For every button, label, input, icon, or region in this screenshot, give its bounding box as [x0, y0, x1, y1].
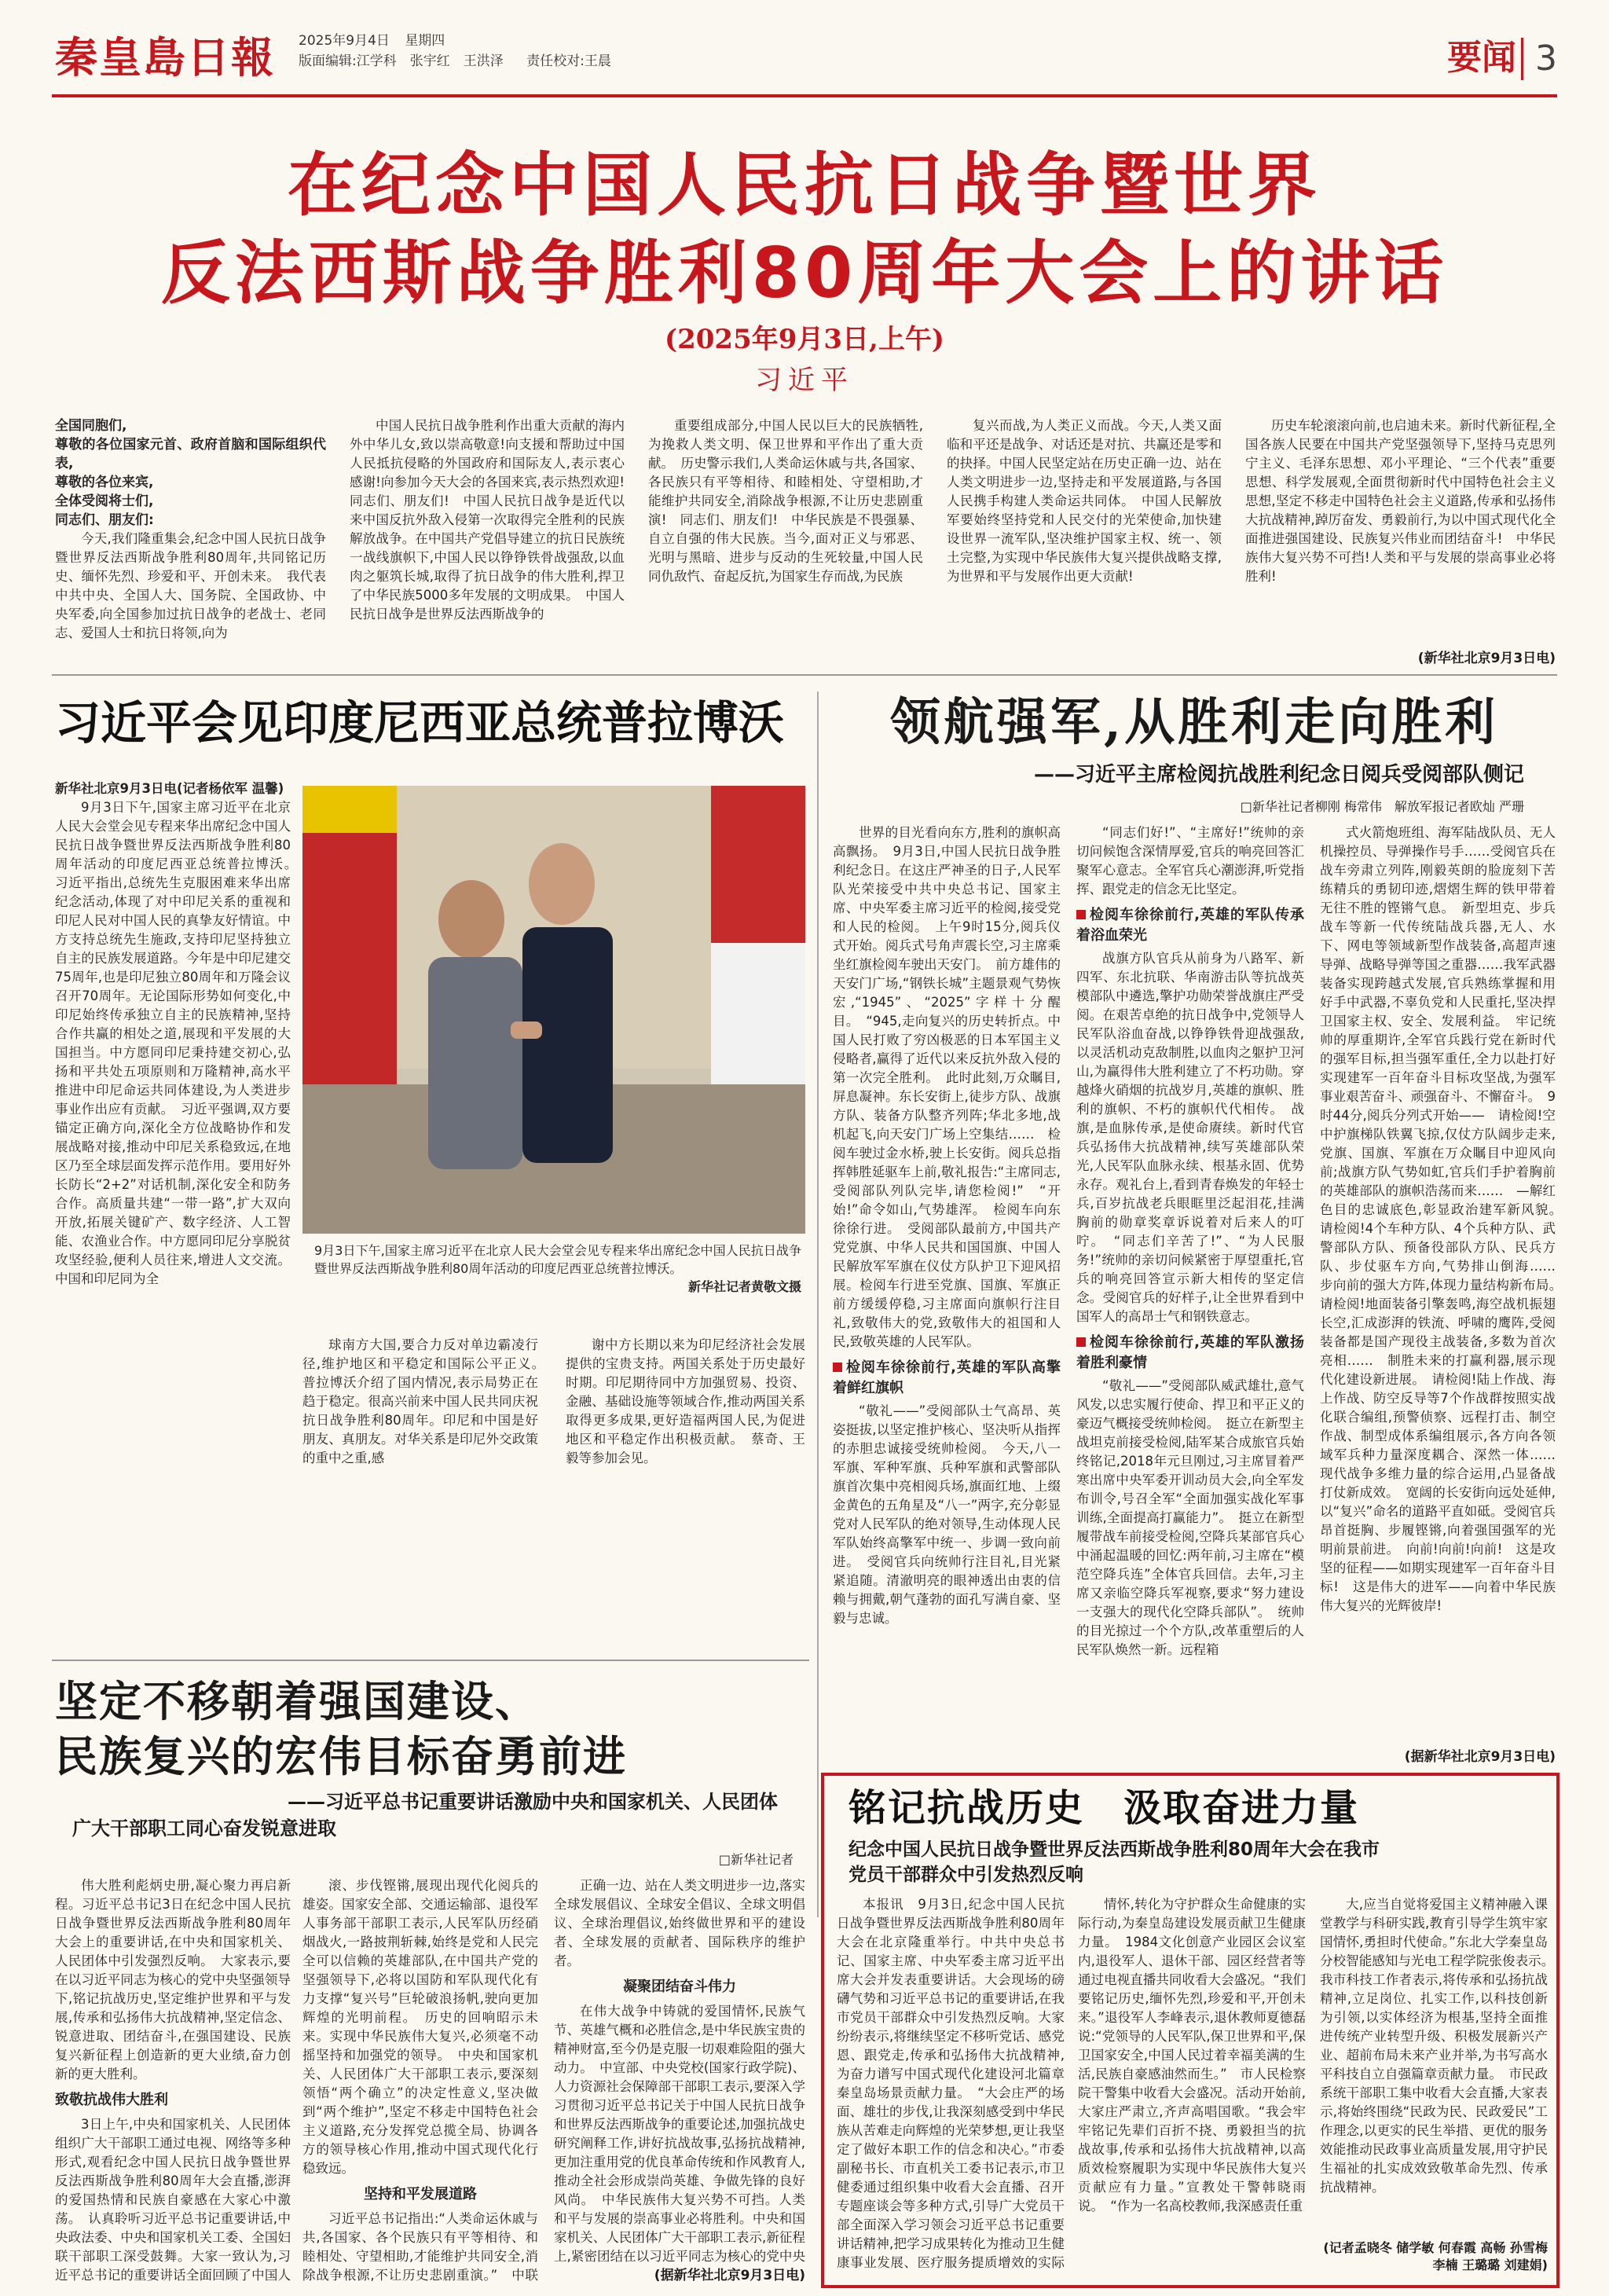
subhead-text: 检阅车徐徐前行,英雄的军队高擎着鲜红旗帜	[833, 1359, 1061, 1396]
local-headline: 铭记抗战历史 汲取奋进力量	[848, 1786, 1360, 1830]
meeting-photo	[302, 786, 805, 1234]
photo-caption	[314, 1242, 801, 1296]
local-subtitle-line2: 党员干部群众中引发热烈反响	[848, 1865, 1083, 1885]
salutation: 同志们、朋友们:	[55, 512, 154, 528]
local-column-1	[837, 1895, 1065, 2274]
salutation: 尊敬的各位国家元首、政府首脑和国际组织代表,	[55, 437, 326, 471]
speech-paragraph: 在伟大战争中铸就的爱国情怀,民族气节、英雄气概和必胜信念,是中华民族宝贵的精神财富,至今仍是克服一切艰难险阻的强大动力。 中宣部、中央党校(国家行政学院)、人力资源社会保障部干部职工表示,要深入学习贯彻习近平总书记关于中国人民抗日战争和世界反法西斯战争的重要论述,加强抗战史研究阐释工作,讲好抗战故事,弘扬抗战精神,更加注重用党的优良革命传统和作风教育人,推动全社会形成崇尚英雄、争做先锋的良好风尚。 中华民族伟大复兴势不可挡。人类和平与发展的崇高事业必将胜利。中央和国家机关、人民团体广大干部职工表示,新征程上,紧密团结在以习近平同志为核心的党中央	[554, 2004, 805, 2264]
meeting-headline: 习近平会见印度尼西亚总统普拉博沃	[55, 696, 785, 750]
salutation: 全国同胞们,	[55, 418, 127, 434]
subhead-text: 检阅车徐徐前行,英雄的军队传承着浴血荣光	[1076, 907, 1304, 944]
speech-subtitle-line1: ——习近平总书记重要讲话激励中央和国家机关、人民团体	[288, 1791, 778, 1813]
parade-paragraph: 世界的目光看向东方,胜利的旗帜高高飘扬。 9月3日,中国人民抗日战争胜利纪念日。在这庄严神圣的日子,人民军队光荣接受中共中央总书记、国家主席、中央军委主席习近平的检阅,接受党和人民的检阅。 上午9时15分,阅兵仪式开始。阅兵式号角声震长空,习主席乘坐红旗检阅车驶出天安门。 前方雄伟的天安门广场,“钢铁长城”主题景观气势恢宏,“1945”、“2025”字样十分醒目。 “945,走向复兴的历史转折点。中国人民打败了穷凶极恶的日本军国主义侵略者,赢得了近代以来反抗外敌入侵的第一次完全胜利。 此时此刻,万众瞩目,屏息凝神。东长安街上,徒步方队、战旗方队、装备方队整齐列阵;华北多地,战机起飞,向天安门广场上空集结…… 检阅车驶过金水桥,驶上长安街。阅兵总指挥韩胜延驱车上前,敬礼报告:“主席同志,受阅部队列队完毕,请您检阅!” “开始!”命令如山,气势雄浑。 检阅车向东徐徐行进。 受阅部队最前方,中国共产党党旗、中华人民共和国国旗、中国人民解放军军旗在仪仗方队护卫下迎风招展。检阅车行进至党旗、国旗、军旗正前方缓缓停稳,习主席面向旗帜行注目礼,致敬伟大的党,致敬伟大的祖国和人民,致敬英雄的人民军队。	[833, 825, 1061, 1349]
square-bullet-icon	[1076, 910, 1086, 919]
speech-column-1	[55, 1876, 291, 2285]
section-divider	[52, 1660, 809, 1661]
subhead-text: 检阅车徐徐前行,英雄的军队激扬着胜利豪情	[1076, 1334, 1304, 1371]
meeting-column-2	[302, 1336, 538, 1649]
speech-paragraph: 正确一边、站在人类文明进步一边,落实全球发展倡议、全球安全倡议、全球文明倡议、全球治理倡议,始终做世界和平的建设者、全球发展的贡献者、国际秩序的维护者。	[554, 1878, 805, 1968]
local-column-2	[1078, 1895, 1306, 2274]
local-paragraph: 大,应当自觉将爱国主义精神融入课堂教学与科研实践,教育引导学生筑牢家国情怀,勇担时代使命。”东北大学秦皇岛分校智能感知与光电工程学院张俊表示。 我市科技工作者表示,将传承和弘扬抗战精神,立足岗位、扎实工作,以科技创新为引领,以实体经济为根基,坚持全面推进传统产业转型升级、积极发展新兴产业、超前布局未来产业并举,为书写高水平科技自立自强篇章贡献力量。 市民政系统干部职工集中收看大会直播,大家表示,将始终围绕“民政为民、民政爱民”工作理念,以更实的民生举措、更优的服务效能推动民政事业高质量发展,用守护民生福祉的扎实成效致敬革命先烈、传承抗战精神。	[1320, 1897, 1548, 2195]
local-paragraph: 情怀,转化为守护群众生命健康的实际行动,为秦皇岛建设发展贡献卫生健康力量。 1984文化创意产业园区会议室内,退役军人、退休干部、园区经营者等通过电视直播共同收看大会盛况。“我们要铭记历史,缅怀先烈,珍爱和平,开创未来。”退役军人李峰表示,退休教师夏德磊说:“党领导的人民军队,保卫世界和平,保卫国家安全,中国人民过着幸福美满的生活,民族自豪感油然而生。” 市人民检察院干警集中收看大会盛况。活动开始前,大家庄严肃立,齐声高唱国歌。“我会牢牢铭记先辈们百折不挠、勇毅担当的抗战故事,传承和弘扬伟大抗战精神,以高质效检察履职为实现中华民族伟大复兴贡献应有力量。”宣教处干警韩晓雨说。 “作为一名高校教师,我深感责任重	[1078, 1897, 1306, 2213]
speech-paragraph: 3日上午,中央和国家机关、人民团体组织广大干部职工通过电视、网络等多种形式,观看纪念中国人民抗日战争暨世界反法西斯战争胜利80周年大会直播,澎湃的爱国热情和民族自豪感在大家心中激荡。 认真聆听习近平总书记重要讲话,中央政法委、中央和国家机关工委、全国妇联干部职工深受鼓舞。大家一致认为,习近平总书记的重要讲话全面回顾了中国人	[55, 2117, 291, 2283]
parade-subtitle: ——习近平主席检阅抗战胜利纪念日阅兵受阅部队侧记	[1033, 763, 1524, 787]
parade-credit: (据新华社北京9月3日电)	[1404, 1749, 1556, 1765]
lead-paragraph: 重要组成部分,中国人民以巨大的民族牺牲,为挽救人类文明、保卫世界和平作出了重大贡献。 历史警示我们,人类命运休戚与共,各国家、各民族只有平等相待、和睦相处、守望相助,才能维护共同安全,消除战争根源,不让历史悲剧重演! 同志们、朋友们! 中华民族是不畏强暴、自立自强的伟大民族。当今,面对正义与邪恶、光明与黑暗、进步与反动的生死较量,中国人民同仇敌忾、奋起反抗,为国家生存而战,为民族	[648, 418, 923, 584]
lead-paragraph: 中国人民抗日战争胜利作出重大贡献的海内外中华儿女,致以崇高敬意!向支援和帮助过中国人民抵抗侵略的外国政府和国际友人,表示衷心感谢!向参加今天大会的各国来宾,表示热烈欢迎! 同志们、朋友们! 中国人民抗日战争是近代以来中国反抗外敌入侵第一次取得完全胜利的民族解放战争。在中国共产党倡导建立的抗日民族统一战线旗帜下,中国人民以铮铮铁骨战强敌,以血肉之躯筑长城,取得了抗日战争的伟大胜利,捍卫了中华民族5000多年发展的文明成果。 中国人民抗日战争是世界反法西斯战争的	[350, 418, 625, 622]
salutation: 全体受阅将士们,	[55, 493, 154, 509]
meeting-paragraph: 9月3日下午,国家主席习近平在北京人民大会堂会见专程来华出席纪念中国人民抗日战争暨世界反法西斯战争胜利80周年活动的印度尼西亚总统普拉博沃。 习近平指出,总统先生克服困难来华出席纪念活动,体现了对中印尼关系的重视和印尼人民对中国人民的真挚友好情谊。中方支持总统先生施政,支持印尼坚持独立自主的民族发展道路。今年是中印尼建交75周年,也是印尼独立80周年和万隆会议召开70周年。无论国际形势如何变化,中印尼始终传承独立自主的民族精神,坚持合作共赢的相处之道,展现和平发展的大国担当。中方愿同印尼秉持建交初心,弘扬和平共处五项原则和万隆精神,高水平推进中印尼命运共同体建设,为人类进步事业作出应有贡献。 习近平强调,双方要锚定正确方向,深化全方位战略协作和发展战略对接,推动中印尼关系稳致远,在地区乃至全球层面发挥示范作用。要用好外长防长“2+2”对话机制,深化安全和防务合作。高质量共建“一带一路”,扩大双向开放,拓展关键矿产、数字经济、人工智能、农渔业合作。中方愿同印尼分享脱贫攻坚经验,便利人员往来,增进人文交流。中国和印尼同为全	[55, 800, 291, 1286]
meeting-column-1	[55, 779, 291, 1649]
local-subtitle-line1: 纪念中国人民抗日战争暨世界反法西斯战争胜利80周年大会在我市	[848, 1839, 1380, 1860]
lead-paragraph: 复兴而战,为人类正义而战。今天,人类又面临和平还是战争、对话还是对抗、共赢还是零和的抉择。中国人民坚定站在历史正确一边、站在人类文明进步一边,坚持走和平发展道路,与各国人民携手构建人类命运共同体。 中国人民解放军要始终坚持党和人民交付的光荣使命,加快建设世界一流军队,坚决维护国家主权、统一、领土完整,为实现中华民族伟大复兴提供战略支撑,为世界和平与发展作出更大贡献!	[947, 418, 1222, 584]
speech-headline-line2: 民族复兴的宏伟目标奋勇前进	[55, 1731, 627, 1781]
local-column-3	[1320, 1895, 1548, 2238]
local-paragraph: 本报讯 9月3日,纪念中国人民抗日战争暨世界反法西斯战争胜利80周年大会在北京隆重举行。中共中央总书记、国家主席、中央军委主席习近平出席大会并发表重要讲话。大会现场的磅礴气势和习近平总书记的重要讲话,在我市党员干部群众中引发热烈反响。大家纷纷表示,将继续坚定不移听党话、感党恩、跟党走,传承和弘扬伟大抗战精神,为奋力谱写中国式现代化建设河北篇章秦皇岛场景贡献力量。 “大会庄严的场面、雄壮的步伐,让我深刻感受到中华民族从苦难走向辉煌的光荣梦想,更让我坚定了做好本职工作的信念和决心。”市委副秘书长、市直机关工委书记表示,市卫健委通过组织集中收看大会直播、召开专题座谈会等多种方式,引导广大党员干部全面深入学习领会习近平总书记重要讲话精神,把学习成果转化为推动卫生健康事业发展、医疗服务提质增效的实际	[837, 1897, 1065, 2270]
lead-credit: (新华社北京9月3日电)	[1417, 651, 1556, 666]
parade-column-2	[1076, 823, 1304, 1766]
lead-column-4	[947, 416, 1222, 668]
speech-headline-line1: 坚定不移朝着强国建设、	[55, 1676, 539, 1726]
lead-column-1	[55, 416, 326, 668]
photo-credit: 新华社记者黄敬文摄	[687, 1279, 801, 1294]
parade-subhead-3	[1076, 1333, 1304, 1374]
speech-subtitle	[55, 1788, 809, 1842]
newspaper-logo: 秦皇島日報	[55, 32, 275, 83]
page-number: 3	[1521, 38, 1557, 80]
speech-subhead-1: 致敬抗战伟大胜利	[55, 2092, 168, 2108]
square-bullet-icon	[833, 1363, 842, 1372]
photo-illustration	[302, 786, 805, 1234]
speech-subhead-3: 凝聚团结奋斗伟力	[623, 1979, 736, 1995]
proofreader: 责任校对:王晨	[526, 53, 611, 69]
parade-column-1	[833, 823, 1061, 1766]
lead-column-3	[648, 416, 923, 668]
square-bullet-icon	[1076, 1337, 1086, 1347]
lead-paragraph: 今天,我们隆重集会,纪念中国人民抗日战争暨世界反法西斯战争胜利80周年,共同铭记历史、缅怀先烈、珍爱和平、开创未来。 我代表中共中央、全国人大、国务院、全国政协、中央军委,向全国参加过抗日战争的老战士、老同志、爱国人士和抗日将领,向为	[55, 531, 326, 640]
editor-line	[299, 52, 848, 71]
speech-byline: □新华社记者	[718, 1852, 794, 1867]
speech-column-2	[302, 1876, 538, 2285]
meeting-paragraph: 球南方大国,要合力反对单边霸凌行径,维护地区和平稳定和国际公平正义。 普拉博沃介绍了国内情况,表示局势正在趋于稳定。很高兴前来中国人民共同庆祝抗日战争胜利80周年。印尼和中国是好朋友、真朋友。对华关系是印尼外交政策的重中之重,感	[302, 1337, 538, 1465]
issue-date-line	[299, 31, 848, 50]
editors: 版面编辑:江学科 张宇红 王洪泽	[299, 53, 504, 69]
masthead-rule	[52, 94, 1557, 97]
lead-author: 习近平	[755, 365, 854, 396]
lead-headline	[94, 141, 1515, 317]
speech-headline	[55, 1674, 809, 1784]
lead-headline-line2: 反法西斯战争胜利80周年大会上的讲话	[160, 233, 1449, 314]
local-subtitle	[833, 1837, 1548, 1887]
photo-caption-text: 9月3日下午,国家主席习近平在北京人民大会堂会见专程来华出席纪念中国人民抗日战争暨世界反法西斯战争胜利80周年活动的印度尼西亚总统普拉博沃。	[314, 1243, 801, 1276]
lead-headline-line1: 在纪念中国人民抗日战争暨世界	[287, 145, 1321, 226]
speech-paragraph: 习近平总书记指出:“人类命运休戚与共,各国家、各个民族只有平等相待、和睦相处、守望相助,才能维护共同安全,消除战争根源,不让历史悲剧重演。” 中联	[302, 2211, 538, 2283]
speech-subtitle-line2: 广大干部职工同心奋发锐意进取	[72, 1817, 336, 1839]
meeting-paragraph: 谢中方长期以来为印尼经济社会发展提供的宝贵支持。两国关系处于历史最好时期。印尼期待同中方加强贸易、投资、金融、基础设施等领域合作,推动两国关系取得更多成果,更好造福两国人民,为促进地区和平稳定作出积极贡献。 蔡奇、王毅等参加会见。	[566, 1337, 805, 1465]
speech-paragraph: 滚、步伐铿锵,展现出现代化阅兵的雄姿。国家安全部、交通运输部、退役军人事务部干部职工表示,人民军队历经硝烟战火,一路披荆斩棘,始终是党和人民完全可以信赖的英雄部队,在中国共产党的坚强领导下,必将以国防和军队现代化有力支撑“复兴号”巨轮破浪扬帆,驶向更加辉煌的光明前程。 历史的回响昭示未来。实现中华民族伟大复兴,必须毫不动摇坚持和加强党的领导。 中央和国家机关、人民团体广大干部职工表示,要深刻领悟“两个确立”的决定性意义,坚决做到“两个维护”,坚定不移走中国特色社会主义道路,充分发挥党总揽全局、协调各方的领导核心作用,推动中国式现代化行稳致远。	[302, 1878, 538, 2176]
speech-paragraph: 伟大胜利彪炳史册,凝心聚力再启新程。习近平总书记3日在纪念中国人民抗日战争暨世界反法西斯战争胜利80周年大会上的重要讲话,在中央和国家机关、人民团体中引发强烈反响。 大家表示,要在以习近平同志为核心的党中央坚强领导下,铭记抗战历史,坚定维护世界和平与发展,传承和弘扬伟大抗战精神,坚定信念、锐意进取、团结奋斗,在强国建设、民族复兴新征程上创造新的更大业绩,奋力创新的更大胜利。	[55, 1878, 291, 2081]
section-divider	[52, 674, 1557, 676]
parade-paragraph: “同志们好!”、“主席好!”统帅的亲切问候饱含深情厚爱,官兵的响亮回答汇聚军心意志。全军官兵心潮澎湃,听党指挥、跟党走的信念无比坚定。	[1076, 825, 1304, 897]
parade-paragraph: “敬礼——”受阅部队士气高昂、英姿挺拔,以坚定推护核心、坚决听从指挥的赤胆忠诚接受统帅检阅。 今天,八一军旗、军种军旗、兵种军旗和武警部队旗首次集中亮相阅兵场,旗面红地、上缀金黄色的五角星及“八一”两字,充分彰显党对人民军队的绝对领导,生动体现人民军队始终高擎军中统一、步调一致向前进。 受阅官兵向统帅行注目礼,目光紧紧追随。清澈明亮的眼神透出由衷的信赖与拥戴,朝气蓬勃的面孔写满自豪、坚毅与忠诚。	[833, 1403, 1061, 1626]
lead-date: (2025年9月3日,上午)	[665, 324, 944, 355]
local-credit: (记者孟晓冬 储学敏 何春霞 高畅 孙雪梅 李楠 王璐璐 刘建娟)	[1323, 2240, 1548, 2272]
parade-subhead-2	[1076, 905, 1304, 946]
issue-weekday: 星期四	[405, 33, 445, 49]
meeting-dateline: 新华社北京9月3日电(记者杨依军 温馨)	[55, 781, 284, 796]
parade-paragraph: 式火箭炮班组、海军陆战队员、无人机操控员、导弹操作号手……受阅官兵在战车旁肃立列阵,刚毅英朗的脸庞刻下苦练精兵的勇韧印迹,熠熠生辉的铁甲带着无往不胜的铿锵气息。 新型坦克、步兵战车等新一代传统陆战兵器,无人、水下、网电等领域新型作战装备,高超声速导弹、战略导弹等国之重器……我军武器装备实现跨越式发展,官兵熟练掌握和用好手中武器,不辜负党和人民重托,坚决捍卫国家主权、安全、发展利益。 牢记统帅的厚重期许,全军官兵践行党在新时代的强军目标,担当强军重任,全力以赴打好实现建军一百年奋斗目标攻坚战,为强军事业艰苦奋斗、顽强奋斗、不懈奋斗。 9时44分,阅兵分列式开始—— 请检阅!空中护旗梯队铁翼飞掠,仅仗方队阔步走来,党旗、国旗、军旗在万众瞩目中迎风向前;战旗方队气势如虹,官兵们手护着胸前的英雄部队的旗帜浩荡而来…… —解红色目的忠诚底色,彰显政治建军新风貌。 请检阅!4个车种方队、4个兵种方队、武警部队方队、预备役部队方队、民兵方队、步仗驱车方向,气势排山倒海…… 步向前的强大方阵,体现力量结构新布局。 请检阅!地面装备引擎轰鸣,海空战机振翅长空,汇成澎湃的铁流、呼啸的鹰阵,受阅装备都是国产现役主战装备,多数为首次亮相…… 制胜未来的打赢利器,展示现代化建设新进展。 请检阅!陆上作战、海上作战、防空反导等7个作战群按照实战化联合编组,预警侦察、远程打击、制空作战、制型成体系编组展示,各方向各领域军兵种力量深度耦合、深然一体…… 现代战争多维力量的综合运用,凸显备战打仗新成效。 宽阔的长安街向远处延伸,以“复兴”命名的道路平直如砥。受阅官兵昂首挺胸、步履铿锵,向着强国强军的光明前景前进。 向前!向前!向前! 这是攻坚的征程——如期实现建军一百年奋斗目标! 这是伟大的进军——向着中华民族伟大复兴的光辉彼岸!	[1320, 825, 1556, 1613]
speech-credit: (据新华社北京9月3日电)	[654, 2268, 805, 2283]
lead-column-2	[350, 416, 625, 668]
parade-byline: □新华社记者柳刚 梅常伟 解放军报记者欧灿 严珊	[1240, 799, 1524, 814]
lead-column-5	[1245, 416, 1556, 649]
meeting-column-3	[566, 1336, 805, 1649]
parade-column-3	[1320, 823, 1556, 1748]
issue-date: 2025年9月4日	[299, 33, 390, 49]
lead-paragraph: 历史车轮滚滚向前,也启迪未来。新时代新征程,全国各族人民要在中国共产党坚强领导下,坚持马克思列宁主义、毛泽东思想、邓小平理论、“三个代表”重要思想、科学发展观,全面贯彻新时代中国特色社会主义思想,坚定不移走中国特色社会主义道路,传承和弘扬伟大抗战精神,踔厉奋发、勇毅前行,为以中国式现代化全面推进强国建设、民族复兴伟业而团结奋斗! 中华民族伟大复兴势不可挡!人类和平与发展的崇高事业必将胜利!	[1245, 418, 1556, 584]
speech-subhead-2: 坚持和平发展道路	[364, 2186, 477, 2202]
salutation: 尊敬的各位来宾,	[55, 475, 154, 490]
parade-headline: 领航强军,从胜利走向胜利	[889, 693, 1499, 752]
section-tag: 要闻	[1447, 38, 1516, 78]
column-divider	[817, 691, 819, 1917]
speech-column-3	[554, 1876, 805, 2266]
lead-salutations	[55, 416, 326, 530]
parade-paragraph: “敬礼——”受阅部队威武雄壮,意气风发,以忠实履行使命、捍卫和平正义的豪迈气概接受统帅检阅。 挺立在新型主战坦克前接受检阅,陆军某合成旅官兵始终铭记,2018年元旦刚过,习主席冒着严寒出席中央军委开训动员大会,向全军发布训令,号召全军“全面加强实战化军事训练,全面提高打赢能力”。 挺立在新型履带战车前接受检阅,空降兵某部官兵心中涌起温暖的回忆:两年前,习主席在“模范空降兵连”全体官兵回信。去年,习主席又亲临空降兵军视察,要求“努力建设一支强大的现代化空降兵部队”。 统帅的目光掠过一个个方队,改革重塑后的人民军队焕然一新。远程箱	[1076, 1378, 1304, 1657]
parade-paragraph: 战旗方队官兵从前身为八路军、新四军、东北抗联、华南游击队等抗战英模部队中遴选,擎护功勋荣誉战旗庄严受阅。在艰苦卓绝的抗日战争中,党领导人民军队浴血奋战,以铮铮铁骨迎战强敌,以灵活机动克敌制胜,以血肉之躯护卫河山,为赢得伟大胜利建立了不朽功勋。穿越烽火硝烟的抗战岁月,英雄的旗帜、胜利的旗帜、不朽的旗帜代代相传。 战旗,是血脉传承,是使命赓续。新时代官兵弘扬伟大抗战精神,续写英雄部队荣光,人民军队血脉永续、根基永固、优势永存。观礼台上,看到青春焕发的年轻士兵,百岁抗战老兵眼眶里泛起泪花,挂满胸前的勋章奖章诉说着对后来人的叮咛。 “同志们辛苦了!”、“为人民服务!”统帅的亲切问候紧密于厚望重托,官兵的响亮回答宣示新大相传的坚定信念。受阅官兵的好样子,让全世界看到中国军人的高昂士气和钢铁意志。	[1076, 951, 1304, 1324]
parade-subhead-1	[833, 1358, 1061, 1399]
